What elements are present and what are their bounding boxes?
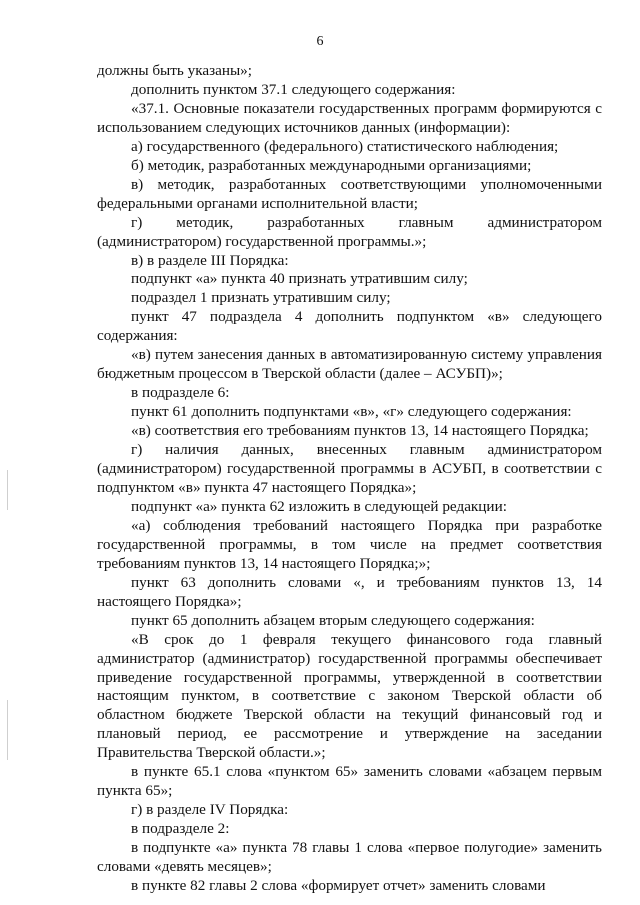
paragraph: г) наличия данных, внесенных главным администратором (администратором) государственной программы в АСУБП, в соответствии с подпунктом «в» пункта 47 настоящего Порядка»;: [97, 441, 602, 496]
paragraph: б) методик, разработанных международными организациями;: [131, 156, 532, 174]
paragraph: а) государственного (федерального) статистического наблюдения;: [131, 137, 559, 155]
paragraph: в подпункте «а» пункта 78 главы 1 слова «первое полугодие» заменить словами «девять месяцев»;: [97, 839, 602, 876]
paragraph: в пункте 65.1 слова «пунктом 65» заменить словами «абзацем первым пункта 65»;: [97, 763, 602, 800]
paragraph: подпункт «а» пункта 62 изложить в следующей редакции:: [131, 497, 507, 515]
paragraph: «37.1. Основные показатели государственных программ формируются с использованием следующих источников данных (информации):: [97, 99, 602, 136]
scan-edge-mark: [7, 470, 8, 510]
paragraph: в подразделе 2:: [131, 820, 230, 838]
paragraph: в) методик, разработанных соответствующими уполномоченными федеральными органами исполнительной власти;: [97, 175, 602, 212]
scan-edge-mark: [7, 700, 8, 760]
paragraph: «а) соблюдения требований настоящего Порядка при разработке государственной программы, в том числе на предмет соответствия требованиям пунктов 13, 14 настоящего Порядка;»;: [97, 516, 602, 572]
paragraph: пункт 47 подраздела 4 дополнить подпунктом «в» следующего содержания:: [97, 308, 602, 345]
paragraph: подпункт «а» пункта 40 признать утратившим силу;: [131, 270, 468, 288]
paragraph: «в) соответствия его требованиям пунктов 13, 14 настоящего Порядка;: [131, 422, 589, 440]
page-number: 6: [316, 34, 324, 49]
paragraph: дополнить пунктом 37.1 следующего содержания:: [131, 80, 456, 98]
paragraph: в) в разделе III Порядка:: [131, 251, 289, 269]
document-body: [97, 62, 602, 896]
paragraph: в пункте 82 главы 2 слова «формирует отчет» заменить словами: [131, 876, 546, 894]
paragraph: «в) путем занесения данных в автоматизированную систему управления бюджетным процессом в Тверской области (далее – АСУБП)»;: [97, 346, 602, 383]
paragraph: должны быть указаны»;: [97, 62, 252, 79]
paragraph: в подразделе 6:: [131, 384, 230, 402]
paragraph: пункт 65 дополнить абзацем вторым следующего содержания:: [131, 611, 535, 629]
paragraph: пункт 63 дополнить словами «, и требованиям пунктов 13, 14 настоящего Порядка»;: [97, 573, 602, 610]
paragraph: «В срок до 1 февраля текущего финансового года главный администратор (администратор) государственной программы обеспечивает приведение государственной программы, утвержденной в соответствии настоящим пунктом, в соответствие с законом Тверской области об областном бюджете Тверской области на текущий финансовый год и плановый период, ее рассмотрение и утверждение на заседании Правительства Тверской области.»;: [97, 630, 602, 762]
paragraph: г) в разделе IV Порядка:: [131, 801, 289, 819]
paragraph: г) методик, разработанных главным администратором (администратором) государственной программы.»;: [97, 213, 602, 250]
paragraph: подраздел 1 признать утратившим силу;: [131, 289, 391, 307]
paragraph: пункт 61 дополнить подпунктами «в», «г» следующего содержания:: [131, 403, 572, 421]
